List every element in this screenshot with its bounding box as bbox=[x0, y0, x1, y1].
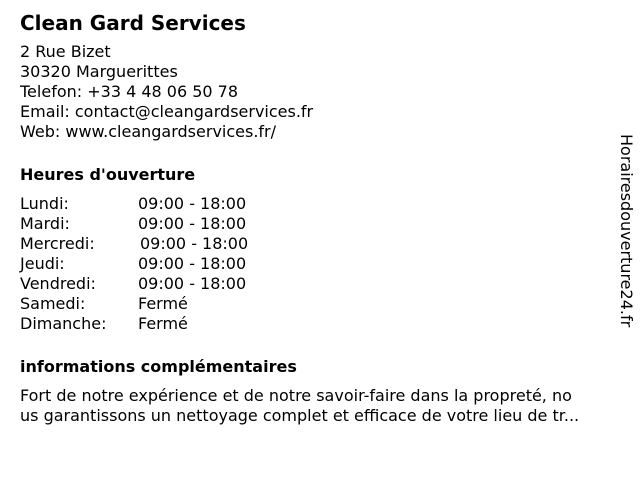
day-label: Lundi: bbox=[20, 194, 69, 213]
additional-info-title: informations complémentaires bbox=[20, 357, 297, 376]
hours-value: Fermé bbox=[138, 294, 188, 313]
day-label: Mercredi: bbox=[20, 234, 95, 253]
email-line: Email: contact@cleangardservices.fr bbox=[20, 102, 314, 121]
hours-row-sunday bbox=[20, 314, 620, 334]
day-label: Vendredi: bbox=[20, 274, 96, 293]
description-line: us garantissons un nettoyage complet et efficace de votre lieu de tr... bbox=[20, 406, 580, 425]
day-label: Samedi: bbox=[20, 294, 86, 313]
hours-row-monday bbox=[20, 194, 620, 214]
hours-row-friday bbox=[20, 274, 620, 294]
description-line: Fort de notre expérience et de notre savoir-faire dans la propreté, no bbox=[20, 386, 572, 405]
hours-value: 09:00 - 18:00 bbox=[138, 194, 247, 213]
opening-hours-title: Heures d'ouverture bbox=[20, 165, 196, 184]
day-label: Jeudi: bbox=[20, 254, 65, 273]
hours-row-wednesday bbox=[20, 234, 620, 254]
description-text bbox=[20, 386, 625, 426]
hours-row-tuesday bbox=[20, 214, 620, 234]
hours-value: Fermé bbox=[138, 314, 188, 333]
address-street: 2 Rue Bizet bbox=[20, 42, 111, 61]
site-watermark: Horairesdouverture24.fr bbox=[617, 134, 636, 328]
address-city: 30320 Marguerittes bbox=[20, 62, 178, 81]
phone-line: Telefon: +33 4 48 06 50 78 bbox=[20, 82, 239, 101]
hours-row-thursday bbox=[20, 254, 620, 274]
hours-row-saturday bbox=[20, 294, 620, 314]
hours-value: 09:00 - 18:00 bbox=[140, 234, 249, 253]
day-label: Dimanche: bbox=[20, 314, 107, 333]
day-label: Mardi: bbox=[20, 214, 70, 233]
hours-value: 09:00 - 18:00 bbox=[138, 214, 247, 233]
hours-value: 09:00 - 18:00 bbox=[138, 274, 247, 293]
hours-value: 09:00 - 18:00 bbox=[138, 254, 247, 273]
business-card bbox=[20, 10, 620, 426]
opening-hours-table bbox=[20, 194, 620, 334]
business-name: Clean Gard Services bbox=[20, 11, 246, 35]
website-line: Web: www.cleangardservices.fr/ bbox=[20, 122, 277, 141]
